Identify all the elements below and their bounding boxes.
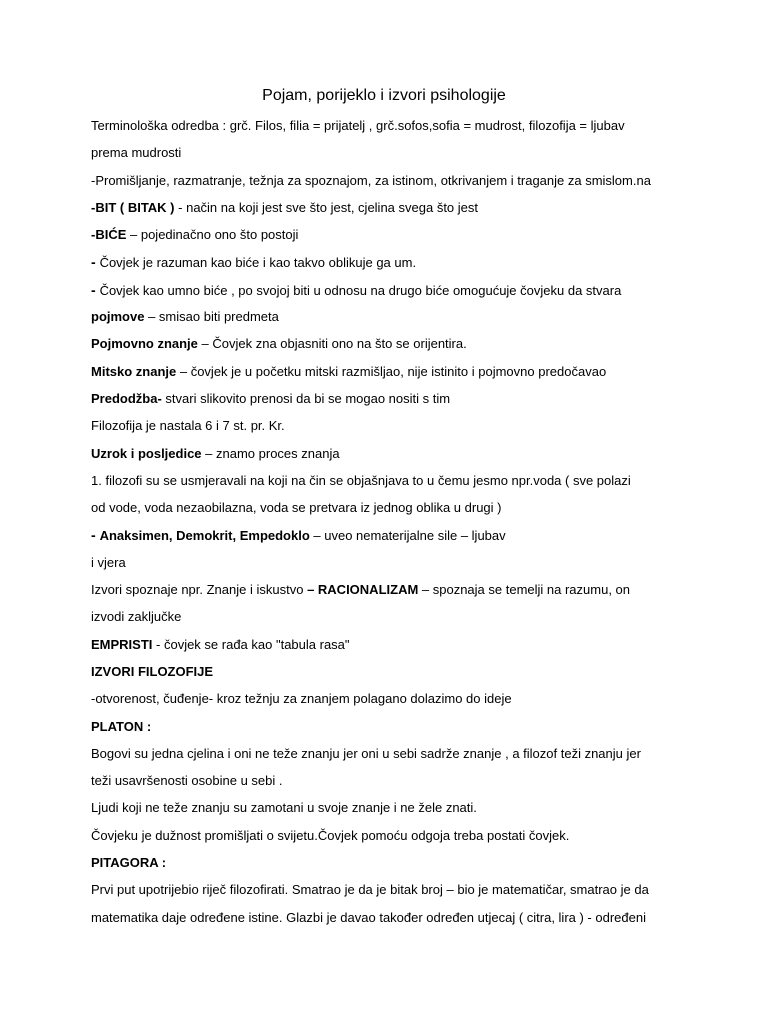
paragraph-terminology-cont: prema mudrosti bbox=[91, 145, 182, 161]
bullet-dash: - bbox=[91, 527, 100, 544]
heading-izvori-filozofije: IZVORI FILOZOFIJE bbox=[91, 663, 214, 679]
definition-pojmovno-znanje: – Čovjek zna objasniti ono na što se orijentira. bbox=[197, 336, 467, 352]
paragraph-pojmove bbox=[91, 307, 691, 334]
definition-racionalizam: – spoznaja se temelji na razumu, on bbox=[418, 582, 631, 598]
heading-pitagora: PITAGORA : bbox=[91, 855, 167, 871]
definition-mitsko-znanje: – čovjek je u početku mitski razmišljao, nije istinito i pojmovno predočavao bbox=[176, 363, 607, 379]
paragraph-terminology: Terminološka odredba : grč. Filos, filia = prijatelj , grč.sofos,sofia = mudrost, filozofija = ljubav bbox=[91, 118, 625, 133]
paragraph-anaksimen bbox=[91, 525, 691, 552]
paragraph-ljudi: Ljudi koji ne teže znanju su zamotani u svoje znanje i ne žele znati. bbox=[91, 800, 477, 816]
paragraph-bogovi: Bogovi su jedna cjelina i oni ne teže znanju jer oni u sebi sadrže znanje , a filozof teži znanju jer bbox=[91, 745, 641, 761]
paragraph-filozofi-cont: od vode, voda nezaobilazna, voda se pretvara iz jednog oblika u drugi ) bbox=[91, 500, 502, 516]
definition-empristi: - čovjek se rađa kao "tabula rasa" bbox=[152, 636, 350, 652]
term-uzrok: Uzrok i posljedice bbox=[91, 445, 202, 461]
document-body bbox=[91, 116, 691, 935]
text-izvori-spoznaje: Izvori spoznaje npr. Znanje i iskustvo bbox=[91, 582, 308, 598]
term-pojmovno-znanje: Pojmovno znanje bbox=[91, 336, 198, 352]
definition-bice: – pojedinačno ono što postoji bbox=[126, 227, 299, 243]
paragraph-predodzba bbox=[91, 389, 691, 416]
term-mitsko-znanje: Mitsko znanje bbox=[91, 363, 177, 379]
definition-predodzba: stvari slikovito prenosi da bi se mogao nositi s tim bbox=[161, 390, 451, 406]
paragraph-anaksimen-cont: i vjera bbox=[91, 554, 126, 570]
paragraph-izvori-spoznaje-cont: izvodi zaključke bbox=[91, 609, 182, 625]
definition-pojmove: – smisao biti predmeta bbox=[144, 309, 279, 325]
paragraph-razuman bbox=[91, 252, 691, 279]
definition-uzrok: – znamo proces znanja bbox=[201, 445, 340, 461]
term-predodzba: Predodžba- bbox=[91, 390, 162, 406]
heading-platon: PLATON : bbox=[91, 718, 152, 734]
paragraph-nastanak: Filozofija je nastala 6 i 7 st. pr. Kr. bbox=[91, 418, 285, 434]
text-razuman: Čovjek je razuman kao biće i kao takvo oblikuje ga um. bbox=[99, 255, 417, 271]
term-bit: -BIT ( BITAK ) bbox=[91, 199, 175, 215]
term-pojmove: pojmove bbox=[91, 309, 145, 325]
paragraph-bit bbox=[91, 198, 691, 225]
paragraph-filozofirati: Prvi put upotrijebio riječ filozofirati. Smatrao je da je bitak broj – bio je matematičar, smatrao je da bbox=[91, 882, 649, 898]
definition-bit: - način na koji jest sve što jest, cjelina svega što jest bbox=[174, 199, 479, 215]
term-bice: -BIĆE bbox=[91, 227, 127, 243]
bullet-dash: - bbox=[91, 254, 100, 271]
paragraph-duznost: Čovjeku je dužnost promišljati o svijetu.Čovjek pomoću odgoja treba postati čovjek. bbox=[91, 827, 570, 843]
term-empristi: EMPRISTI bbox=[91, 636, 153, 652]
paragraph-promisljanje: -Promišljanje, razmatranje, težnja za spoznajom, za istinom, otkrivanjem i traganje za smislom.na bbox=[91, 172, 651, 188]
paragraph-otvorenost: -otvorenost, čuđenje- kroz težnju za znanjem polagano dolazimo do ideje bbox=[91, 691, 512, 707]
paragraph-filozofi: 1. filozofi su se usmjeravali na koji na čin se objašnjava to u čemu jesmo npr.voda ( sve polazi bbox=[91, 472, 631, 488]
text-umno-bice: Čovjek kao umno biće , po svojoj biti u odnosu na drugo biće omogućuje čovjeku da stvara bbox=[99, 282, 622, 298]
paragraph-bogovi-cont: teži usavršenosti osobine u sebi . bbox=[91, 773, 283, 789]
paragraph-izvori-spoznaje bbox=[91, 580, 691, 607]
paragraph-bice bbox=[91, 225, 691, 252]
document-title: Pojam, porijeklo i izvori psihologije bbox=[262, 87, 506, 104]
term-anaksimen: Anaksimen, Demokrit, Empedoklo bbox=[99, 528, 310, 544]
bullet-dash: - bbox=[91, 281, 100, 298]
paragraph-mitsko-znanje bbox=[91, 362, 691, 389]
definition-anaksimen: – uveo nematerijalne sile – ljubav bbox=[309, 528, 506, 544]
paragraph-umno-bice bbox=[91, 280, 691, 307]
paragraph-matematika: matematika daje određene istine. Glazbi je davao također određen utjecaj ( citra, lira ) - određeni bbox=[91, 909, 646, 925]
paragraph-pojmovno-znanje bbox=[91, 334, 691, 361]
term-racionalizam: – RACIONALIZAM bbox=[307, 582, 419, 598]
paragraph-empristi bbox=[91, 635, 691, 662]
paragraph-uzrok bbox=[91, 444, 691, 471]
